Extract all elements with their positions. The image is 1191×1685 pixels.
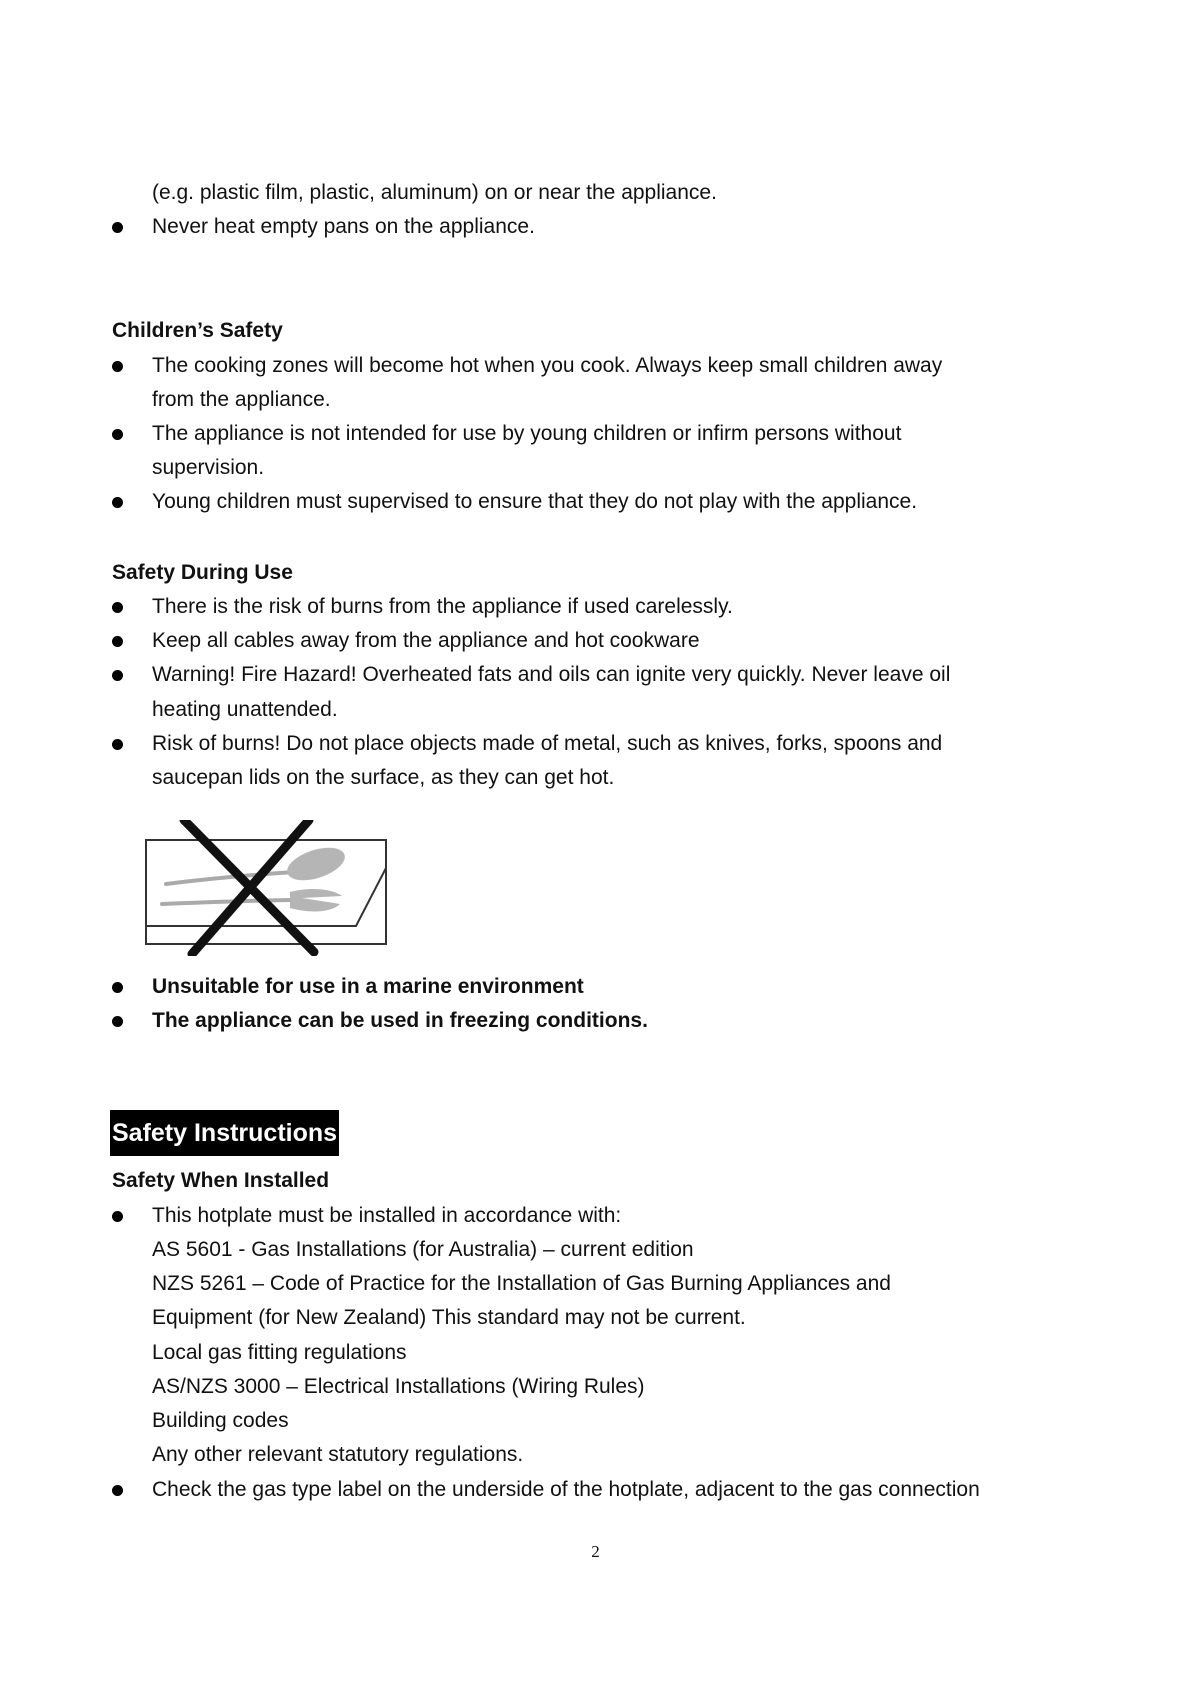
- bullet-icon: [112, 429, 123, 440]
- standard-line: AS 5601 - Gas Installations (for Australia) – current edition: [152, 1238, 694, 1261]
- bullet-text: Warning! Fire Hazard! Overheated fats and oils can ignite very quickly. Never leave oil: [152, 663, 951, 686]
- section-banner-safety-instructions: Safety Instructions: [110, 1110, 339, 1156]
- bullet-text: Keep all cables away from the appliance and hot cookware: [152, 629, 700, 652]
- section-heading-safety-during-use: Safety During Use: [112, 561, 293, 584]
- bullet-continuation: saucepan lids on the surface, as they can get hot.: [152, 766, 615, 789]
- standard-line: NZS 5261 – Code of Practice for the Installation of Gas Burning Appliances and: [152, 1272, 891, 1295]
- bullet-icon: [112, 982, 123, 993]
- bullet-icon: [112, 1211, 123, 1222]
- bullet-text: The appliance can be used in freezing conditions.: [152, 1009, 648, 1032]
- page-number: 2: [591, 1542, 600, 1561]
- bullet-icon: [112, 361, 123, 372]
- bullet-continuation: heating unattended.: [152, 698, 338, 721]
- bullet-text: Young children must supervised to ensure that they do not play with the appliance.: [152, 490, 918, 513]
- bullet-icon: [112, 1485, 123, 1496]
- section-heading-childrens-safety: Children’s Safety: [112, 319, 283, 342]
- bullet-text: There is the risk of burns from the appliance if used carelessly.: [152, 595, 733, 618]
- continued-text: (e.g. plastic film, plastic, aluminum) on or near the appliance.: [152, 181, 717, 204]
- bullet-text: Unsuitable for use in a marine environment: [152, 975, 584, 998]
- no-cutlery-on-hob-icon: [144, 820, 394, 961]
- bullet-icon: [112, 1016, 123, 1027]
- standard-line: AS/NZS 3000 – Electrical Installations (Wiring Rules): [152, 1375, 645, 1398]
- standard-line: Local gas fitting regulations: [152, 1341, 407, 1364]
- bullet-text: The cooking zones will become hot when you cook. Always keep small children away: [152, 354, 943, 377]
- bullet-icon: [112, 670, 123, 681]
- bullet-icon: [112, 739, 123, 750]
- bullet-icon: [112, 636, 123, 647]
- bullet-text: The appliance is not intended for use by young children or infirm persons without: [152, 422, 902, 445]
- standard-line: Any other relevant statutory regulations.: [152, 1443, 524, 1466]
- bullet-icon: [112, 602, 123, 613]
- bullet-continuation: supervision.: [152, 456, 265, 479]
- bullet-text: Risk of burns! Do not place objects made of metal, such as knives, forks, spoons and: [152, 732, 943, 755]
- standard-line: Equipment (for New Zealand) This standard may not be current.: [152, 1306, 746, 1329]
- bullet-text: This hotplate must be installed in accordance with:: [152, 1204, 622, 1227]
- bullet-icon: [112, 497, 123, 508]
- bullet-continuation: from the appliance.: [152, 388, 331, 411]
- standard-line: Building codes: [152, 1409, 289, 1432]
- section-heading-safety-when-installed: Safety When Installed: [112, 1169, 330, 1192]
- bullet-text: Never heat empty pans on the appliance.: [152, 215, 535, 238]
- bullet-icon: [112, 222, 123, 233]
- bullet-text: Check the gas type label on the underside of the hotplate, adjacent to the gas connection: [152, 1478, 980, 1501]
